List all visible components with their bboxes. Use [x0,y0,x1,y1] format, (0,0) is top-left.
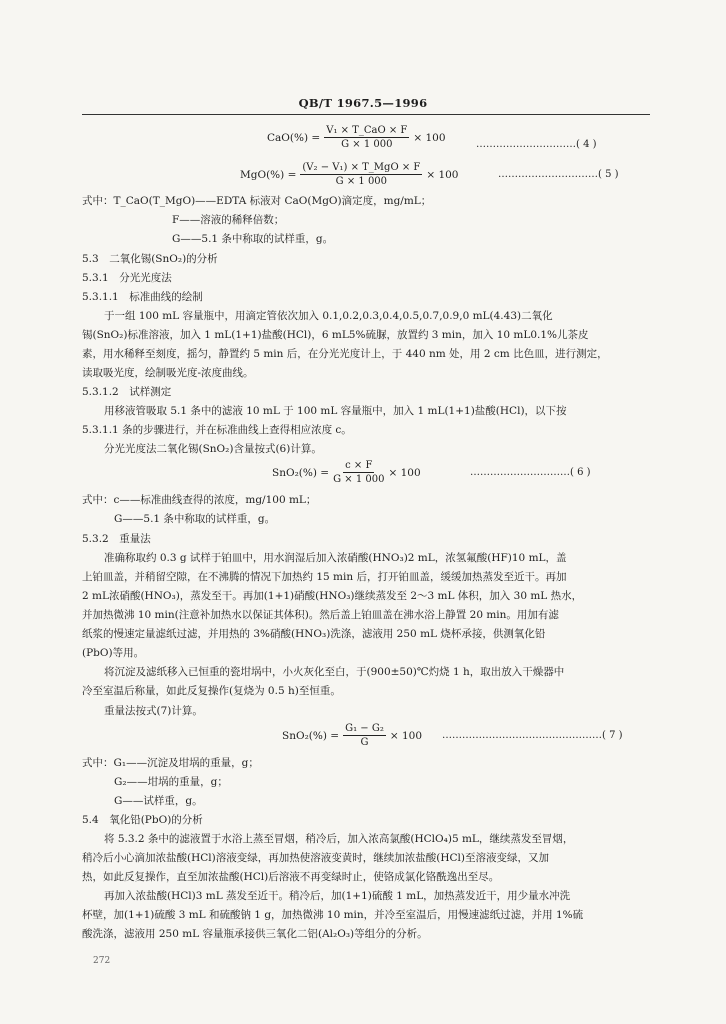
formula-7-denominator: G [360,737,369,748]
formula-5-lhs: MgO(%) = [240,168,297,181]
paragraph-line: 分光光度法二氧化锡(SnO₂)含量按式(6)计算。 [104,443,322,455]
paragraph-line: 锡(SnO₂)标准溶液，加入 1 mL(1+1)盐酸(HCl)，6 mL5%硫脲，放置约 3 min，加入 10 mL0.1%儿茶皮 [82,329,589,341]
section-heading-5-3-1-2: 5.3.1.2 试样测定 [82,386,172,398]
formula-7 [282,722,422,749]
paragraph-line: 纸浆的慢速定量滤纸过滤，并用热的 3%硝酸(HNO₃)洗涤，滤液用 250 mL 烧杯承接，供测氧化铅 [82,628,546,640]
paragraph-line: 冷至室温后称量，如此反复操作(复烧为 0.5 h)至恒重。 [82,685,341,697]
formula-4-lhs: CaO(%) = [267,131,321,144]
formula-5-denominator: G × 1 000 [335,176,388,187]
formula-5-tail: × 100 [426,168,459,181]
section-heading-5-3-2: 5.3.2 重量法 [82,533,151,545]
formula-4 [267,124,446,151]
paragraph-line: 5.3.1.1 条的步骤进行，并在标准曲线上查得相应浓度 c。 [82,424,352,436]
page-number: 272 [93,956,111,966]
where-clause-g1: 式中：G₁——沉淀及坩埚的重量，g； [82,757,259,769]
formula-7-fraction [343,722,386,749]
paragraph-line: 杯壁，加(1+1)硫酸 3 mL 和硫酸钠 1 g，加热微沸 10 min，并冷至室温后，用慢速滤纸过滤，并用 1%硫 [82,909,584,921]
where-clause-g: G——5.1 条中称取的试样重，g。 [114,513,276,525]
formula-7-number: …………………………………………( 7 ) [442,730,623,741]
where-clause-g2: G₂——坩埚的重量，g； [114,776,228,788]
where-clause-tca: 式中：T_CaO(T_MgO)——EDTA 标液对 CaO(MgO)滴定度，mg/mL； [82,195,432,207]
formula-7-numerator: G₁ − G₂ [345,723,384,734]
formula-5 [240,161,459,188]
formula-5-fraction [300,161,422,188]
paragraph-line: 读取吸光度，绘制吸光度-浓度曲线。 [82,367,254,379]
paragraph-line: 稍冷后小心滴加浓盐酸(HCl)溶液变绿，再加热使溶液变黄时，继续加浓盐酸(HCl)至溶液变绿，又加 [82,852,549,864]
formula-6-fraction [333,459,384,486]
paragraph-line: 将沉淀及滤纸移入已恒重的瓷坩埚中，小火灰化至白，于(900±50)℃灼烧 1 h，取出放入干燥器中 [104,666,565,678]
paragraph-line: 2 mL浓硝酸(HNO₃)，蒸发至干。再加(1+1)硝酸(HNO₃)继续蒸发至 2～3 mL 体积，加入 30 mL 热水， [82,590,583,602]
formula-7-tail: × 100 [389,729,423,742]
formula-4-denominator: G × 1 000 [341,139,393,150]
formula-6-numerator: c × F [345,460,373,471]
where-clause-g: G——试样重，g。 [114,795,203,807]
where-clause-c: 式中：c——标准曲线查得的浓度，mg/100 mL； [82,494,317,506]
section-heading-5-4: 5.4 氧化铅(PbO)的分析 [82,814,203,826]
paragraph-line: 上铂皿盖，并稍留空隙，在不沸腾的情况下加热约 15 min 后，打开铂皿盖，缓缓加热蒸发至近干。再加 [82,571,567,583]
paragraph-line: 重量法按式(7)计算。 [104,705,203,717]
formula-4-numerator: V₁ × T_CaO × F [326,125,408,136]
section-heading-5-3: 5.3 二氧化锡(SnO₂)的分析 [82,253,218,265]
formula-5-numerator: (V₂ − V₁) × T_MgO × F [302,162,421,173]
formula-6 [272,459,421,486]
formula-4-number: …………………………( 4 ) [476,139,597,150]
where-clause-f: F——溶液的稀释倍数； [172,214,285,226]
formula-6-lhs: SnO₂(%) = [272,466,330,479]
paragraph-line: 酸洗涤，滤液用 250 mL 容量瓶承接供三氧化二铝(Al₂O₃)等组分的分析。 [82,928,428,940]
formula-6-tail: × 100 [388,466,421,479]
section-heading-5-3-1-1: 5.3.1.1 标准曲线的绘制 [82,291,203,303]
paragraph-line: 准确称取约 0.3 g 试样于铂皿中，用水润湿后加入浓硝酸(HNO₃)2 mL，浓氢氟酸(HF)10 mL，盖 [104,552,567,564]
paragraph-line: 将 5.3.2 条中的滤液置于水浴上蒸至冒烟，稍冷后，加入浓高氯酸(HClO₄)5 mL，继续蒸发至冒烟， [104,833,574,845]
formula-6-denominator: G × 1 000 [333,474,385,485]
formula-4-fraction [324,124,409,151]
standard-header: QB/T 1967.5—1996 [298,96,428,110]
paragraph-line: (PbO)等用。 [82,647,145,659]
formula-4-tail: × 100 [413,131,446,144]
formula-5-number: …………………………( 5 ) [498,169,619,180]
paragraph-line: 于一组 100 mL 容量瓶中，用滴定管依次加入 0.1,0.2,0.3,0.4,0.5,0.7,0.9,0 mL(4.43)二氧化 [104,310,553,322]
formula-7-lhs: SnO₂(%) = [282,729,340,742]
section-heading-5-3-1: 5.3.1 分光光度法 [82,272,172,284]
paragraph-line: 热，如此反复操作，直至加浓盐酸(HCl)后溶液不再变绿时止，使铬成氯化铬酰逸出至尽。 [82,871,500,883]
paragraph-line: 并加热微沸 10 min(注意补加热水以保证其体积)。然后盖上铂皿盖在沸水浴上静置 20 min。用加有滤 [82,609,559,621]
header-rule [82,114,650,115]
formula-6-number: …………………………( 6 ) [470,467,591,478]
where-clause-g: G——5.1 条中称取的试样重，g。 [172,233,334,245]
paragraph-line: 再加入浓盐酸(HCl)3 mL 蒸发至近干。稍冷后，加(1+1)硫酸 1 mL，加热蒸发近干，用少量水冲洗 [104,890,571,902]
paragraph-line: 用移液管吸取 5.1 条中的滤液 10 mL 于 100 mL 容量瓶中，加入 1 mL(1+1)盐酸(HCl)，以下按 [104,405,567,417]
paragraph-line: 素，用水稀释至刻度，摇匀，静置约 5 min 后，在分光光度计上，于 440 nm 处，用 2 cm 比色皿，进行测定， [82,348,608,360]
